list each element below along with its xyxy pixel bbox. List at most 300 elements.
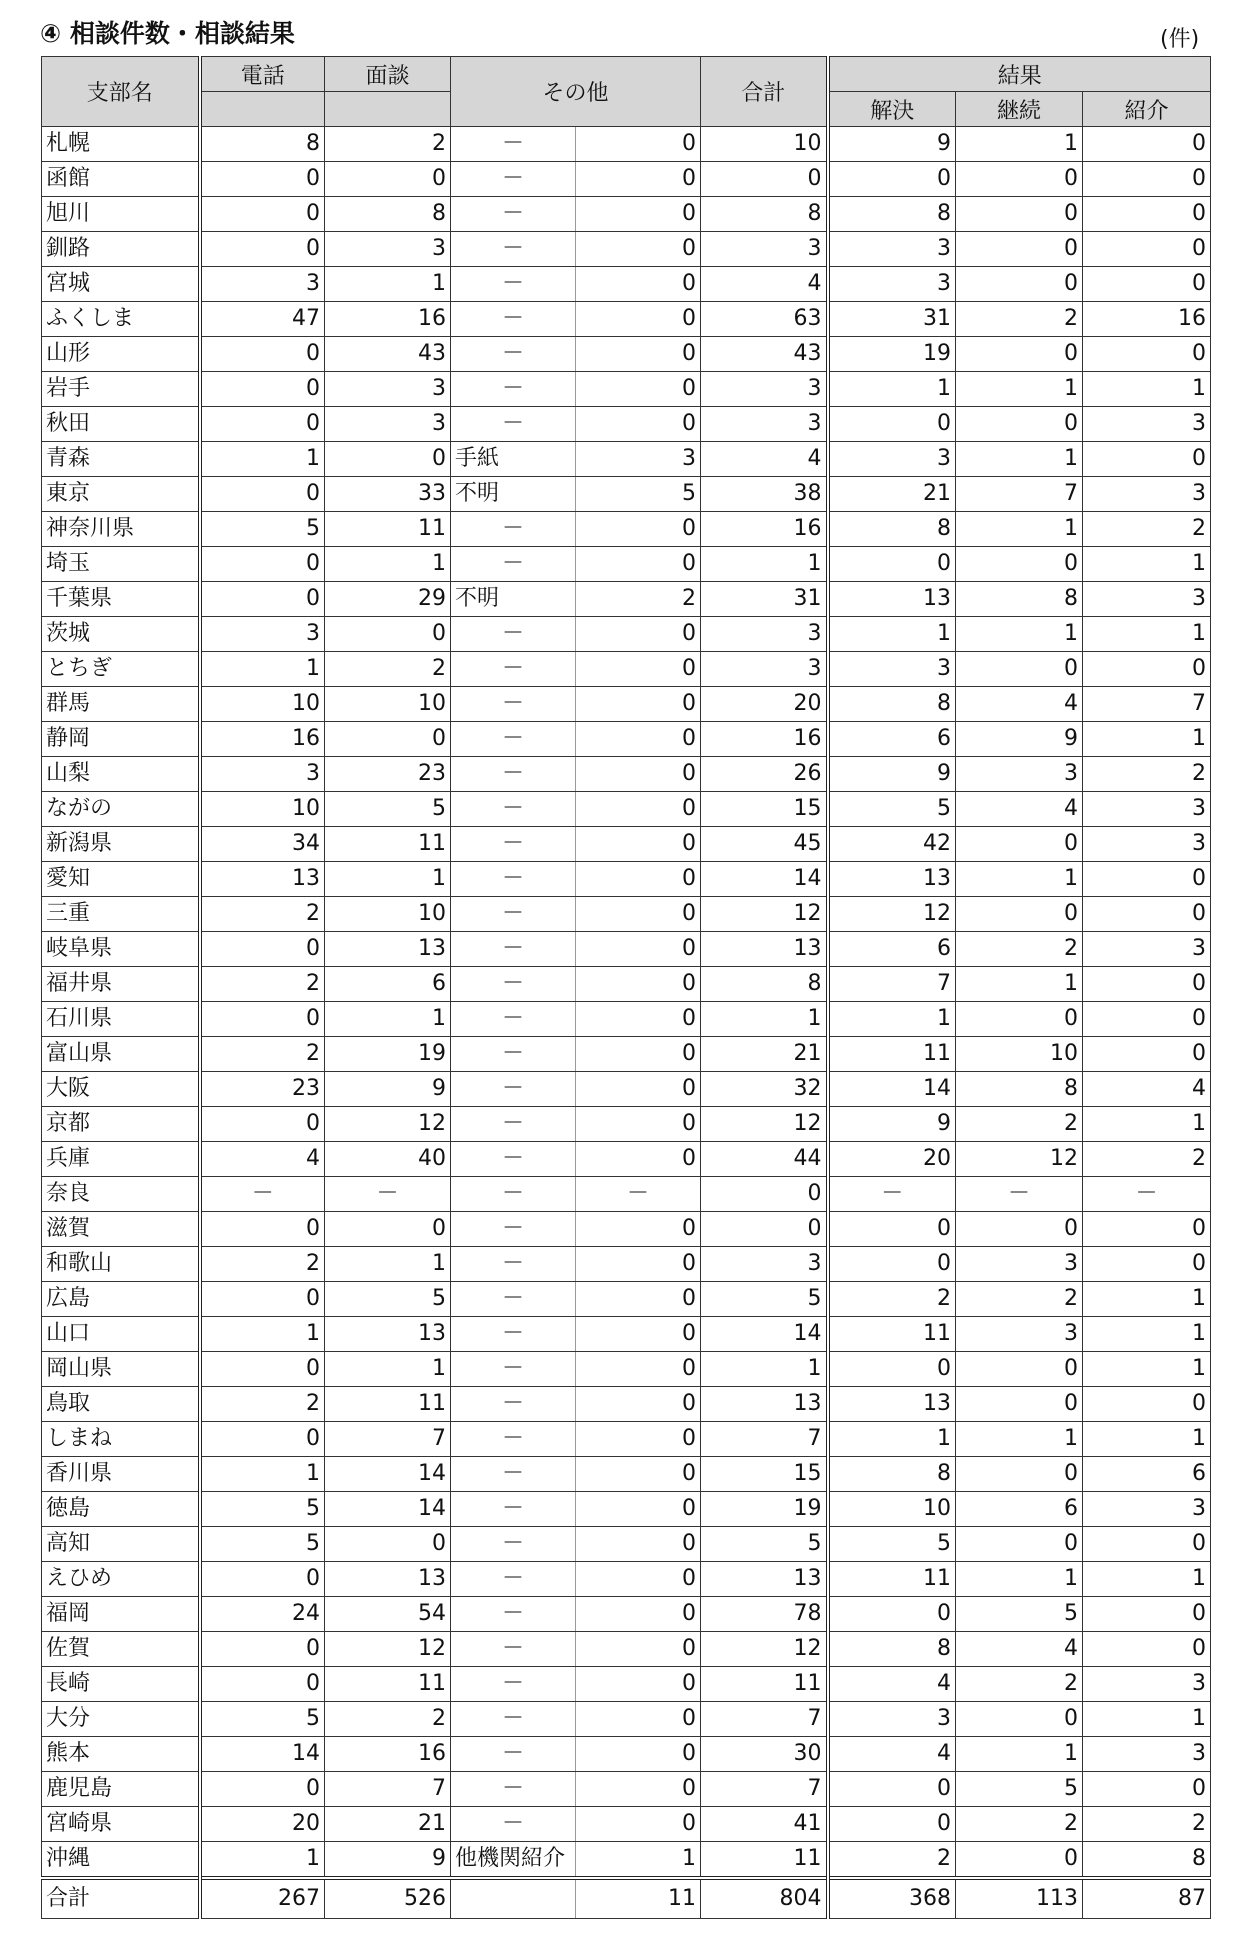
cell-other-label: －: [451, 757, 576, 792]
cell-tel: 1: [200, 1457, 325, 1492]
cell-face: 9: [325, 1842, 451, 1879]
cell-solved: 8: [828, 687, 956, 722]
cell-tel: 16: [200, 722, 325, 757]
cell-referral: 1: [1083, 1282, 1211, 1317]
cell-other-count: 1: [576, 1842, 701, 1879]
cell-continued: 1: [956, 1737, 1083, 1772]
cell-continued: 12: [956, 1142, 1083, 1177]
cell-continued: 2: [956, 302, 1083, 337]
cell-solved: 1: [828, 617, 956, 652]
cell-solved: 2: [828, 1842, 956, 1879]
cell-total: 14: [701, 1317, 828, 1352]
cell-face: 16: [325, 302, 451, 337]
cell-face: 12: [325, 1107, 451, 1142]
cell-face: 1: [325, 1247, 451, 1282]
cell-tel: 1: [200, 1317, 325, 1352]
table-row: [42, 1422, 1211, 1457]
cell-solved: 21: [828, 477, 956, 512]
cell-other-label: －: [451, 1597, 576, 1632]
cell-total: 3: [701, 372, 828, 407]
cell-referral: 3: [1083, 827, 1211, 862]
cell-tel: 0: [200, 1352, 325, 1387]
cell-continued: 2: [956, 1667, 1083, 1702]
table-row: [42, 1212, 1211, 1247]
cell-continued: 0: [956, 652, 1083, 687]
cell-tel: 0: [200, 407, 325, 442]
cell-continued: 3: [956, 757, 1083, 792]
cell-solved: 13: [828, 1387, 956, 1422]
cell-other-label: －: [451, 1422, 576, 1457]
cell-face: 526: [325, 1878, 451, 1919]
cell-tel: 0: [200, 1107, 325, 1142]
cell-total: 3: [701, 232, 828, 267]
cell-other-label: [451, 1878, 576, 1919]
cell-tel: 20: [200, 1807, 325, 1842]
cell-referral: 0: [1083, 232, 1211, 267]
cell-other-count: 0: [576, 617, 701, 652]
cell-branch: 滋賀: [42, 1212, 200, 1247]
table-row: [42, 862, 1211, 897]
cell-face: 1: [325, 862, 451, 897]
cell-total: 12: [701, 1632, 828, 1667]
cell-branch: 埼玉: [42, 547, 200, 582]
cell-referral: 0: [1083, 127, 1211, 162]
cell-branch: 群馬: [42, 687, 200, 722]
cell-other-count: 0: [576, 687, 701, 722]
cell-continued: 4: [956, 687, 1083, 722]
cell-other-count: 0: [576, 1107, 701, 1142]
cell-other-count: 0: [576, 827, 701, 862]
cell-branch: 京都: [42, 1107, 200, 1142]
table-row: [42, 512, 1211, 547]
table-row: [42, 1352, 1211, 1387]
cell-tel: 5: [200, 1492, 325, 1527]
cell-continued: 2: [956, 932, 1083, 967]
cell-branch: 徳島: [42, 1492, 200, 1527]
cell-face: 1: [325, 1002, 451, 1037]
cell-solved: 3: [828, 1702, 956, 1737]
cell-total: 0: [701, 1177, 828, 1212]
cell-tel: 0: [200, 477, 325, 512]
cell-referral: 0: [1083, 197, 1211, 232]
cell-other-label: －: [451, 792, 576, 827]
cell-other-count: －: [576, 1177, 701, 1212]
cell-other-label: －: [451, 337, 576, 372]
cell-continued: 0: [956, 1212, 1083, 1247]
cell-continued: 5: [956, 1597, 1083, 1632]
cell-other-label: －: [451, 232, 576, 267]
cell-face: 33: [325, 477, 451, 512]
cell-solved: 3: [828, 442, 956, 477]
cell-referral: 0: [1083, 1387, 1211, 1422]
cell-continued: 7: [956, 477, 1083, 512]
cell-other-count: 11: [576, 1878, 701, 1919]
cell-solved: 8: [828, 1632, 956, 1667]
cell-referral: 8: [1083, 1842, 1211, 1879]
cell-continued: 1: [956, 617, 1083, 652]
cell-other-count: 2: [576, 582, 701, 617]
cell-face: 0: [325, 442, 451, 477]
cell-other-label: －: [451, 897, 576, 932]
cell-tel: 10: [200, 792, 325, 827]
cell-continued: 1: [956, 1562, 1083, 1597]
cell-face: 7: [325, 1422, 451, 1457]
table-row: [42, 127, 1211, 162]
cell-tel: 8: [200, 127, 325, 162]
unit-label: (件): [1160, 27, 1200, 52]
cell-referral: 0: [1083, 1037, 1211, 1072]
cell-other-label: －: [451, 1387, 576, 1422]
table-row: [42, 1807, 1211, 1842]
cell-branch: 福井県: [42, 967, 200, 1002]
cell-other-label: －: [451, 1072, 576, 1107]
cell-solved: 1: [828, 1002, 956, 1037]
cell-continued: 2: [956, 1107, 1083, 1142]
cell-total: 0: [701, 162, 828, 197]
cell-tel: 0: [200, 582, 325, 617]
cell-solved: 4: [828, 1667, 956, 1702]
cell-branch: 旭川: [42, 197, 200, 232]
cell-face: 0: [325, 722, 451, 757]
cell-solved: 0: [828, 1597, 956, 1632]
cell-other-label: －: [451, 827, 576, 862]
cell-face: －: [325, 1177, 451, 1212]
cell-tel: 10: [200, 687, 325, 722]
cell-tel: 2: [200, 1037, 325, 1072]
cell-other-count: 0: [576, 1422, 701, 1457]
cell-referral: 3: [1083, 582, 1211, 617]
cell-face: 7: [325, 1772, 451, 1807]
cell-branch: 岡山県: [42, 1352, 200, 1387]
cell-solved: 20: [828, 1142, 956, 1177]
cell-other-label: －: [451, 1142, 576, 1177]
cell-tel: 0: [200, 1667, 325, 1702]
cell-branch: 静岡: [42, 722, 200, 757]
cell-continued: 0: [956, 232, 1083, 267]
cell-continued: 0: [956, 827, 1083, 862]
cell-tel: 0: [200, 162, 325, 197]
table-row: [42, 792, 1211, 827]
table-row: [42, 1737, 1211, 1772]
cell-other-label: －: [451, 1702, 576, 1737]
cell-referral: 6: [1083, 1457, 1211, 1492]
cell-tel: 0: [200, 197, 325, 232]
cell-other-count: 0: [576, 1352, 701, 1387]
cell-branch: しまね: [42, 1422, 200, 1457]
cell-branch: 青森: [42, 442, 200, 477]
cell-face: 11: [325, 1667, 451, 1702]
cell-branch: 愛知: [42, 862, 200, 897]
cell-branch: 富山県: [42, 1037, 200, 1072]
cell-referral: 0: [1083, 1212, 1211, 1247]
cell-tel: 0: [200, 232, 325, 267]
cell-branch: 東京: [42, 477, 200, 512]
cell-referral: 1: [1083, 547, 1211, 582]
table-row: [42, 1492, 1211, 1527]
table-row: [42, 1037, 1211, 1072]
cell-other-count: 0: [576, 1807, 701, 1842]
cell-branch: 佐賀: [42, 1632, 200, 1667]
cell-tel: 1: [200, 1842, 325, 1879]
cell-tel: 23: [200, 1072, 325, 1107]
cell-other-label: －: [451, 1352, 576, 1387]
table-title: ④ 相談件数・相談結果: [40, 19, 295, 48]
cell-other-label: －: [451, 127, 576, 162]
cell-tel: 2: [200, 967, 325, 1002]
cell-tel: 47: [200, 302, 325, 337]
table-row: [42, 372, 1211, 407]
cell-other-count: 0: [576, 1142, 701, 1177]
cell-branch: 山梨: [42, 757, 200, 792]
cell-referral: 0: [1083, 652, 1211, 687]
cell-continued: 0: [956, 1387, 1083, 1422]
cell-other-label: －: [451, 1177, 576, 1212]
cell-referral: 1: [1083, 372, 1211, 407]
cell-face: 29: [325, 582, 451, 617]
cell-other-count: 0: [576, 1317, 701, 1352]
cell-solved: 42: [828, 827, 956, 862]
cell-tel: 2: [200, 1387, 325, 1422]
cell-referral: 0: [1083, 162, 1211, 197]
cell-other-count: 0: [576, 897, 701, 932]
cell-referral: 3: [1083, 932, 1211, 967]
cell-total: 30: [701, 1737, 828, 1772]
cell-face: 14: [325, 1492, 451, 1527]
cell-other-label: －: [451, 1527, 576, 1562]
cell-other-count: 0: [576, 1037, 701, 1072]
table-row: [42, 1317, 1211, 1352]
cell-face: 54: [325, 1597, 451, 1632]
cell-referral: 0: [1083, 1002, 1211, 1037]
cell-total: 4: [701, 267, 828, 302]
cell-other-count: 0: [576, 127, 701, 162]
table-row: [42, 1527, 1211, 1562]
cell-tel: 0: [200, 1282, 325, 1317]
cell-total: 804: [701, 1878, 828, 1919]
cell-face: 23: [325, 757, 451, 792]
cell-other-label: －: [451, 512, 576, 547]
cell-solved: 6: [828, 722, 956, 757]
cell-other-count: 0: [576, 1247, 701, 1282]
cell-branch: 岐阜県: [42, 932, 200, 967]
cell-other-label: －: [451, 267, 576, 302]
table-row: [42, 617, 1211, 652]
cell-face: 11: [325, 827, 451, 862]
cell-total: 0: [701, 1212, 828, 1247]
cell-face: 13: [325, 1317, 451, 1352]
cell-continued: 0: [956, 547, 1083, 582]
cell-continued: 3: [956, 1317, 1083, 1352]
table-row: [42, 1282, 1211, 1317]
cell-other-count: 0: [576, 1282, 701, 1317]
cell-other-label: －: [451, 1282, 576, 1317]
cell-continued: 0: [956, 1842, 1083, 1879]
cell-tel: 267: [200, 1878, 325, 1919]
cell-face: 0: [325, 162, 451, 197]
cell-continued: 0: [956, 1527, 1083, 1562]
cell-solved: 3: [828, 652, 956, 687]
table-row: [42, 1072, 1211, 1107]
cell-other-label: －: [451, 967, 576, 1002]
table-row: [42, 1597, 1211, 1632]
cell-referral: 1: [1083, 1352, 1211, 1387]
cell-face: 40: [325, 1142, 451, 1177]
cell-solved: 8: [828, 1457, 956, 1492]
cell-solved: 5: [828, 1527, 956, 1562]
cell-solved: 5: [828, 792, 956, 827]
cell-tel: 14: [200, 1737, 325, 1772]
cell-total: 43: [701, 337, 828, 372]
cell-continued: 1: [956, 967, 1083, 1002]
cell-continued: 8: [956, 1072, 1083, 1107]
cell-solved: 13: [828, 582, 956, 617]
cell-branch: 釧路: [42, 232, 200, 267]
cell-total: 31: [701, 582, 828, 617]
cell-solved: 0: [828, 1807, 956, 1842]
table-row: [42, 1842, 1211, 1879]
table-row: [42, 1667, 1211, 1702]
cell-tel: 5: [200, 1702, 325, 1737]
cell-other-label: －: [451, 1107, 576, 1142]
table-row: [42, 1002, 1211, 1037]
table-row: [42, 1387, 1211, 1422]
cell-other-count: 0: [576, 337, 701, 372]
cell-referral: 7: [1083, 687, 1211, 722]
cell-solved: 6: [828, 932, 956, 967]
cell-solved: 0: [828, 547, 956, 582]
cell-solved: 0: [828, 1212, 956, 1247]
cell-continued: 5: [956, 1772, 1083, 1807]
cell-other-count: 0: [576, 162, 701, 197]
cell-other-label: －: [451, 1772, 576, 1807]
cell-face: 10: [325, 687, 451, 722]
table-row: [42, 897, 1211, 932]
cell-solved: 14: [828, 1072, 956, 1107]
cell-tel: 5: [200, 512, 325, 547]
cell-total: 15: [701, 1457, 828, 1492]
cell-total: 4: [701, 442, 828, 477]
cell-face: 3: [325, 372, 451, 407]
cell-other-label: －: [451, 932, 576, 967]
cell-solved: 12: [828, 897, 956, 932]
cell-referral: 1: [1083, 1107, 1211, 1142]
cell-referral: 1: [1083, 1702, 1211, 1737]
cell-other-count: 0: [576, 792, 701, 827]
table-row: [42, 967, 1211, 1002]
table-row: [42, 1457, 1211, 1492]
cell-continued: 6: [956, 1492, 1083, 1527]
cell-total: 7: [701, 1702, 828, 1737]
cell-total: 11: [701, 1667, 828, 1702]
cell-branch: 兵庫: [42, 1142, 200, 1177]
cell-total: 45: [701, 827, 828, 862]
cell-continued: 1: [956, 512, 1083, 547]
cell-branch: 香川県: [42, 1457, 200, 1492]
cell-branch: 秋田: [42, 407, 200, 442]
cell-continued: 2: [956, 1282, 1083, 1317]
cell-solved: 1: [828, 372, 956, 407]
cell-referral: 0: [1083, 1597, 1211, 1632]
cell-continued: 1: [956, 127, 1083, 162]
cell-other-count: 0: [576, 1772, 701, 1807]
cell-referral: 0: [1083, 1247, 1211, 1282]
header-continued: 継続: [956, 92, 1083, 127]
cell-referral: 3: [1083, 1492, 1211, 1527]
cell-branch: 宮崎県: [42, 1807, 200, 1842]
header-branch: 支部名: [42, 57, 200, 127]
cell-other-label: －: [451, 722, 576, 757]
cell-total: 13: [701, 1387, 828, 1422]
cell-tel: 0: [200, 1772, 325, 1807]
cell-face: 5: [325, 792, 451, 827]
cell-other-label: －: [451, 1667, 576, 1702]
cell-face: 12: [325, 1632, 451, 1667]
cell-other-label: －: [451, 1562, 576, 1597]
cell-tel: 0: [200, 1562, 325, 1597]
cell-other-label: －: [451, 1492, 576, 1527]
table-row: [42, 442, 1211, 477]
cell-referral: －: [1083, 1177, 1211, 1212]
cell-referral: 1: [1083, 1422, 1211, 1457]
table-row: [42, 302, 1211, 337]
cell-face: 1: [325, 547, 451, 582]
header-face-sub: [325, 92, 451, 127]
cell-face: 5: [325, 1282, 451, 1317]
cell-solved: 0: [828, 1352, 956, 1387]
cell-branch: 鹿児島: [42, 1772, 200, 1807]
cell-tel: 0: [200, 337, 325, 372]
cell-total: 3: [701, 617, 828, 652]
cell-face: 10: [325, 897, 451, 932]
cell-other-count: 0: [576, 1597, 701, 1632]
cell-face: 9: [325, 1072, 451, 1107]
cell-total: 63: [701, 302, 828, 337]
cell-other-count: 0: [576, 1492, 701, 1527]
header-other: その他: [451, 57, 701, 127]
cell-branch: 和歌山: [42, 1247, 200, 1282]
cell-other-label: －: [451, 1737, 576, 1772]
cell-tel: 1: [200, 652, 325, 687]
cell-solved: 3: [828, 267, 956, 302]
cell-branch: 石川県: [42, 1002, 200, 1037]
cell-referral: 0: [1083, 897, 1211, 932]
cell-other-count: 0: [576, 232, 701, 267]
cell-branch: とちぎ: [42, 652, 200, 687]
cell-continued: 0: [956, 162, 1083, 197]
table-row: [42, 477, 1211, 512]
cell-other-count: 0: [576, 1702, 701, 1737]
cell-other-count: 0: [576, 967, 701, 1002]
cell-tel: 1: [200, 442, 325, 477]
cell-referral: 0: [1083, 862, 1211, 897]
cell-other-label: 他機関紹介: [451, 1842, 576, 1879]
cell-face: 19: [325, 1037, 451, 1072]
cell-tel: 3: [200, 617, 325, 652]
cell-total: 12: [701, 897, 828, 932]
cell-other-label: －: [451, 1632, 576, 1667]
cell-other-count: 0: [576, 1212, 701, 1247]
cell-other-count: 0: [576, 652, 701, 687]
cell-tel: 13: [200, 862, 325, 897]
cell-tel: 0: [200, 1422, 325, 1457]
cell-face: 0: [325, 1527, 451, 1562]
cell-solved: 4: [828, 1737, 956, 1772]
cell-total: 8: [701, 197, 828, 232]
cell-face: 13: [325, 932, 451, 967]
header-solved: 解決: [828, 92, 956, 127]
cell-branch: 茨城: [42, 617, 200, 652]
table-row: [42, 757, 1211, 792]
